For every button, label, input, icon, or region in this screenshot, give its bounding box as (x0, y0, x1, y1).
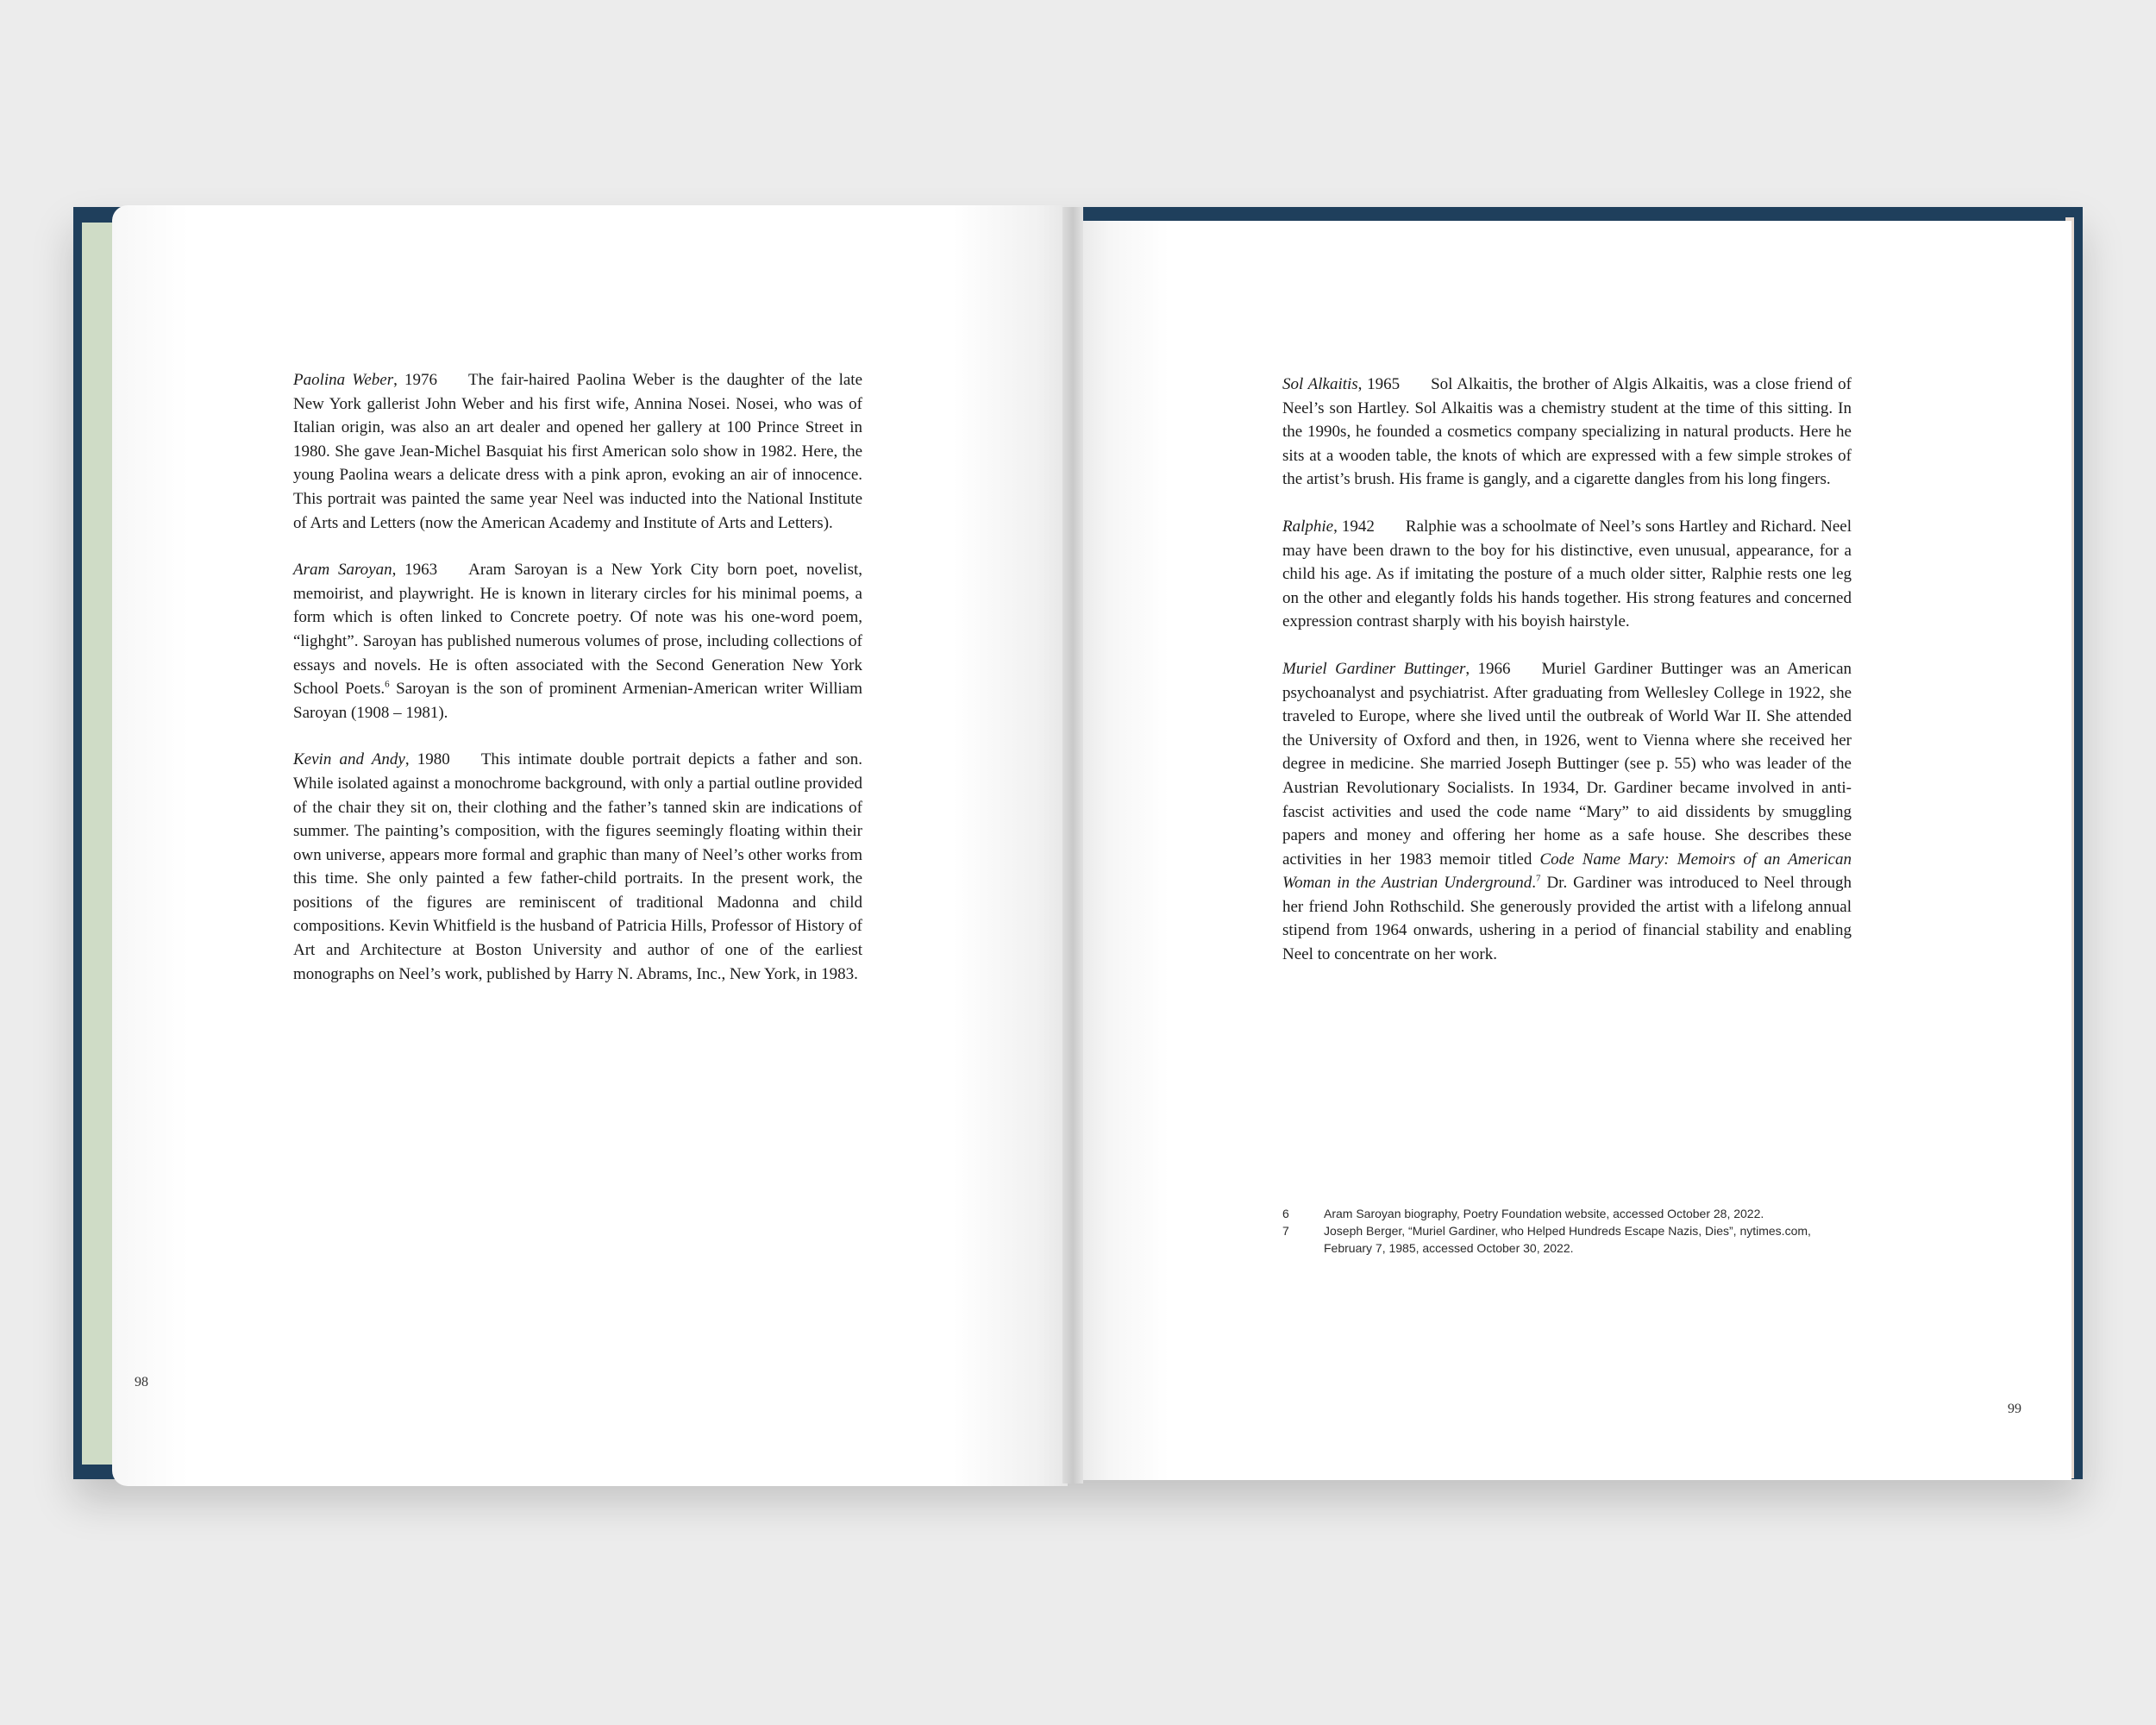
entry-body: Sol Alkaitis, the brother of Algis Alkaitis, was a close friend of Neel’s son Hartley. Sol Alkaitis was a chemistry student at the time of this sitting. In the 1990s, he founded a cosmetics company specializing in natural products. Here he sits at a wooden table, the knots of which are expressed with a few simple strokes of the artist’s brush. His frame is gangly, and a cigarette dangles from his long fingers. (1282, 375, 1852, 489)
footnote-reference: 6 (385, 679, 390, 690)
entry-heading (1282, 660, 1511, 678)
page-number-right: 99 (2008, 1402, 2021, 1416)
footnote (1282, 1205, 1834, 1222)
artwork-title: Sol Alkaitis (1282, 375, 1358, 393)
left-page-text (293, 368, 862, 1009)
entry-body-continued: Saroyan is the son of prominent Armenian-American writer William Saroyan (1908 – 1981). (293, 680, 862, 722)
entry-muriel-gardiner-buttinger (1282, 657, 1852, 967)
entry-body-continued: Dr. Gardiner was introduced to Neel through her friend John Rothschild. She generously provided the artist with a lifelong annual stipend from 1964 onwards, ushering in a period of financial stability and enabling Neel to concentrate on her work. (1282, 874, 1852, 964)
entry-body: This intimate double portrait depicts a father and son. While isolated against a monochrome background, with only a partial outline provided of the chair they sit on, their clothing and the father’s tanned skin are indications of summer. The painting’s composition, with the figures seemingly floating within their own universe, appears more formal and graphic than many of Neel’s other works from this time. She only painted a few father-child portraits. In the present work, the positions of the figures are reminiscent of traditional Madonna and child compositions. Kevin Whitfield is the husband of Patricia Hills, Professor of History of Art and Architecture at Boston University and author of one of the earliest monographs on Neel’s work, published by Harry N. Abrams, Inc., New York, in 1983. (293, 750, 863, 983)
artwork-year: , 1980 (404, 750, 450, 769)
right-page-text (1282, 373, 1852, 990)
entry-heading (1282, 375, 1400, 393)
artwork-year: , 1963 (392, 561, 438, 580)
page-number-left: 98 (135, 1375, 148, 1389)
artwork-title: Muriel Gardiner Buttinger (1282, 659, 1466, 678)
footnote-number: 7 (1282, 1224, 1289, 1238)
artwork-title: Ralphie (1282, 517, 1334, 536)
artwork-title: Kevin and Andy (293, 750, 405, 769)
artwork-year: , 1976 (393, 371, 438, 389)
entry-heading (293, 561, 437, 579)
footnotes (1282, 1205, 1834, 1257)
footnote-reference: 7 (1536, 873, 1541, 884)
entry-ralphie (1282, 515, 1852, 634)
footnote (1282, 1222, 1834, 1257)
entry-heading (293, 371, 437, 389)
entry-body: The fair-haired Paolina Weber is the daughter of the late New York gallerist John Weber and his first wife, Annina Nosei. Nosei, who was of Italian origin, was also an art dealer and opened her gallery at 100 Prince Street in 1980. She gave Jean-Michel Basquiat his first American solo show in 1982. Here, the young Paolina wears a delicate dress with a pink apron, evoking an air of innocence. This portrait was painted the same year Neel was inducted into the National Institute of Arts and Letters (now the American Academy and Institute of Arts and Letters). (293, 371, 862, 532)
entry-kevin-and-andy (293, 748, 862, 986)
entry-aram-saroyan (293, 558, 862, 724)
book-gutter (1062, 207, 1083, 1484)
entry-body: Muriel Gardiner Buttinger was an American psychoanalyst and psychiatrist. After graduating from Wellesley College in 1922, she traveled to Europe, where she lived until the outbreak of World War II. She attended the University of Oxford and then, in 1926, went to Vienna where she received her degree in medicine. She married Joseph Buttinger (see p. 55) who was leader of the Austrian Revolutionary Socialists. In 1934, Dr. Gardiner became involved in anti-fascist activities and used the code name “Mary” to aid dissidents by smuggling papers and money and offering her home as a safe house. She describes these activities in her 1983 memoir titled (1282, 659, 1852, 869)
footnote-text: Joseph Berger, “Muriel Gardiner, who Helped Hundreds Escape Nazis, Dies”, nytimes.com, February 7, 1985, accessed October 30, 2022. (1324, 1224, 1811, 1255)
artwork-title: Aram Saroyan (293, 561, 392, 580)
footnote-text: Aram Saroyan biography, Poetry Foundation website, accessed October 28, 2022. (1324, 1207, 1764, 1220)
entry-heading (293, 750, 450, 768)
entry-sol-alkaitis (1282, 373, 1852, 492)
footnote-number: 6 (1282, 1207, 1289, 1220)
entry-body: Aram Saroyan is a New York City born poet, novelist, memoirist, and playwright. He is known in literary circles for his minimal poems, a form which is often linked to Concrete poetry. Of note was his one-word poem, “lighght”. Saroyan has published numerous volumes of prose, including collections of essays and novels. He is often associated with the Second Generation New York School Poets. (293, 561, 863, 699)
artwork-year: , 1966 (1465, 659, 1511, 678)
artwork-year: , 1942 (1333, 517, 1375, 536)
entry-body: Ralphie was a schoolmate of Neel’s sons Hartley and Richard. Neel may have been drawn to the boy for his distinctive, even unusual, appearance, for a child his age. As if imitating the posture of a much older sitter, Ralphie rests one leg on the other and elegantly folds his hands together. His strong features and concerned expression contrast sharply with his boyish hairstyle. (1282, 517, 1852, 631)
entry-heading (1282, 518, 1375, 536)
entry-paolina-weber (293, 368, 862, 535)
book-title: Code Name Mary: Memoirs of an American Woman in the Austrian Underground (1282, 850, 1852, 893)
artwork-year: , 1965 (1357, 375, 1401, 393)
artwork-title: Paolina Weber (293, 371, 394, 389)
entry-punctuation: . (1532, 874, 1536, 893)
